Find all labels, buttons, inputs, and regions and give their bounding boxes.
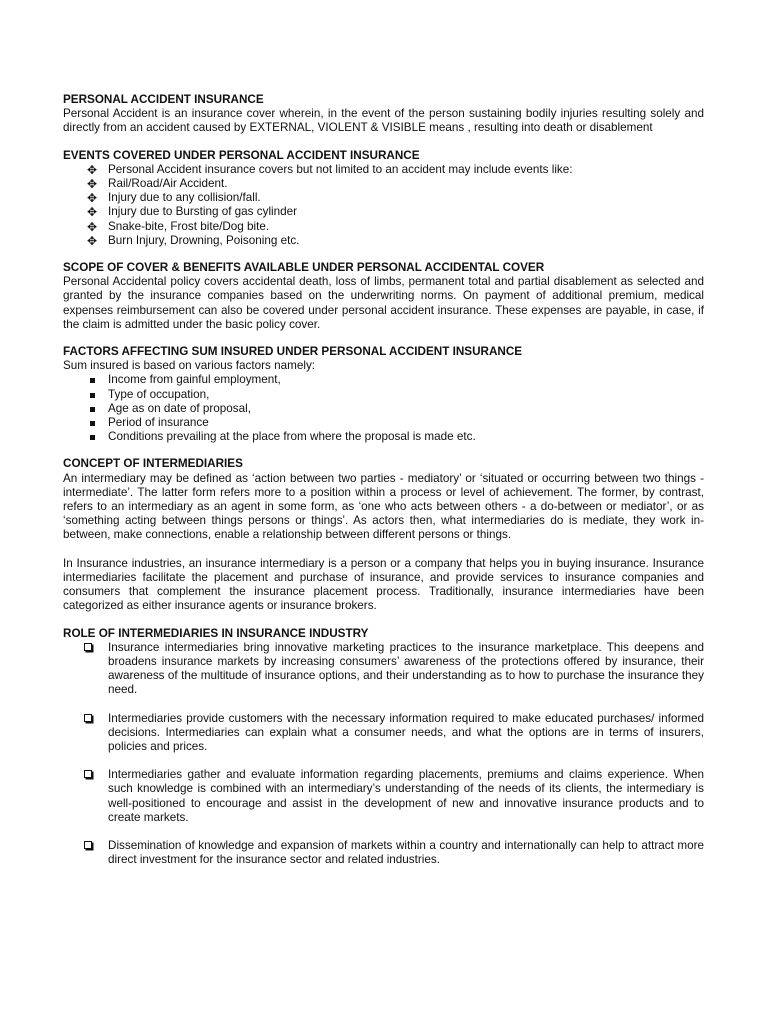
list-item-text: Type of occupation,	[108, 387, 210, 401]
section-scope-of-cover	[63, 261, 704, 332]
heading-role-intermediaries: ROLE OF INTERMEDIARIES IN INSURANCE INDUSTRY	[63, 626, 369, 640]
checkbox-bullet-icon	[84, 770, 92, 778]
paragraph-personal-accident: Personal Accident is an insurance cover wherein, in the event of the person sustaining bodily injuries resulting solely and directly from an accident caused by EXTERNAL, VIOLENT & VISIBLE means , resulting into death or disablement	[63, 107, 704, 135]
list-item	[84, 163, 704, 177]
paragraph-scope-of-cover: Personal Accidental policy covers accidental death, loss of limbs, permanent total and partial disablement as selected and granted by the insurance companies based on the underwriting norms. On payment of additional premium, medical expenses reimbursement can also be covered under personal accident insurance. These expenses are payable, in case, if the claim is admitted under the basic policy cover.	[63, 275, 704, 331]
section-role-intermediaries	[63, 627, 704, 868]
list-item-text: Injury due to any collision/fall.	[108, 191, 261, 205]
list-item	[84, 402, 704, 416]
factors-list	[63, 373, 704, 444]
list-item	[84, 768, 704, 825]
list-item	[84, 205, 704, 219]
list-item-text: Intermediaries provide customers with the necessary information required to make educated purchases/ informed decisions. Intermediaries can explain what a consumer needs, and what the options are in terms of insurers, policies and prices.	[108, 711, 704, 753]
list-item-text: Personal Accident insurance covers but not limited to an accident may include events like:	[108, 162, 573, 176]
list-item	[84, 839, 704, 867]
heading-personal-accident: PERSONAL ACCIDENT INSURANCE	[63, 93, 264, 106]
compass-bullet-icon: ✥	[86, 219, 98, 234]
list-item	[84, 416, 704, 430]
section-events-covered	[63, 149, 704, 248]
square-bullet-icon	[84, 430, 100, 444]
list-item-text: Income from gainful employment,	[108, 373, 281, 387]
checkbox-bullet-icon	[84, 714, 92, 722]
list-item	[84, 388, 704, 402]
list-item	[84, 234, 704, 248]
heading-events-covered: EVENTS COVERED UNDER PERSONAL ACCIDENT INSURANCE	[63, 148, 420, 162]
list-item	[84, 177, 704, 191]
list-item-text: Rail/Road/Air Accident.	[108, 177, 228, 191]
square-bullet-icon	[84, 416, 100, 430]
list-item	[84, 712, 704, 755]
section-factors-sum-insured	[63, 345, 704, 444]
list-item-text: Period of insurance	[108, 416, 209, 430]
list-item-text: Snake-bite, Frost bite/Dog bite.	[108, 219, 270, 233]
list-item	[84, 641, 704, 698]
role-list	[63, 641, 704, 868]
events-list	[63, 163, 704, 248]
list-item	[84, 430, 704, 444]
compass-bullet-icon: ✥	[86, 205, 98, 220]
compass-bullet-icon: ✥	[86, 177, 98, 192]
list-item-text: Dissemination of knowledge and expansion of markets within a country and internationally can help to attract more direct investment for the insurance sector and related industries.	[108, 838, 704, 867]
list-item	[84, 373, 704, 387]
list-item-text: Insurance intermediaries bring innovative marketing practices to the insurance marketplace. This deepens and broadens insurance markets by increasing consumers’ awareness of the protections offered by insurance, their awareness of the multitude of insurance options, and their understanding as to how to purchase the insurance they need.	[108, 640, 704, 697]
square-bullet-icon	[84, 388, 100, 402]
list-item	[84, 220, 704, 234]
list-item-text: Burn Injury, Drowning, Poisoning etc.	[108, 233, 300, 247]
square-bullet-icon	[84, 373, 100, 387]
list-item-text: Age as on date of proposal,	[108, 401, 251, 415]
paragraph-factors-intro: Sum insured is based on various factors namely:	[63, 359, 316, 373]
list-item-text: Intermediaries gather and evaluate information regarding placements, premiums and claims experience. When such knowledge is combined with an intermediary’s understanding of the needs of its clients, the intermediary is well-positioned to encourage and assist in the development of new and innovative insurance products and to create markets.	[108, 768, 704, 824]
heading-concept-intermediaries: CONCEPT OF INTERMEDIARIES	[63, 457, 243, 471]
compass-bullet-icon: ✥	[86, 191, 98, 206]
paragraph-concept-2: In Insurance industries, an insurance intermediary is a person or a company that helps you in buying insurance. Insurance intermediaries facilitate the placement and purchase of insurance, and provide services to insurance companies and consumers that complement the insurance placement process. Traditionally, insurance intermediaries have been categorized as either insurance agents or insurance brokers.	[63, 556, 704, 613]
section-concept-intermediaries	[63, 457, 704, 613]
list-item-text: Conditions prevailing at the place from where the proposal is made etc.	[108, 430, 476, 444]
compass-bullet-icon: ✥	[86, 162, 98, 177]
section-personal-accident	[63, 93, 704, 136]
square-bullet-icon	[84, 402, 100, 416]
checkbox-bullet-icon	[84, 643, 92, 651]
list-item-text: Injury due to Bursting of gas cylinder	[108, 205, 298, 219]
checkbox-bullet-icon	[84, 841, 92, 849]
heading-factors-sum-insured: FACTORS AFFECTING SUM INSURED UNDER PERSONAL ACCIDENT INSURANCE	[63, 345, 523, 359]
list-item	[84, 191, 704, 205]
paragraph-concept-1: An intermediary may be defined as ‘action between two parties - mediatory’ or ‘situated or occurring between two things - intermediate’. The latter form refers more to a position within a process or level of achievement. The former, by contrast, refers to an intermediary as an agent in some form, as ‘one who acts between others - a do-between or mediator’, or as ‘something acting between things persons or things’. As actors then, what intermediaries do is mediate, they work in-between, make connections, enable a relationship between different persons or things.	[63, 471, 704, 542]
heading-scope-of-cover: SCOPE OF COVER & BENEFITS AVAILABLE UNDER PERSONAL ACCIDENTAL COVER	[63, 261, 545, 275]
compass-bullet-icon: ✥	[86, 233, 98, 248]
